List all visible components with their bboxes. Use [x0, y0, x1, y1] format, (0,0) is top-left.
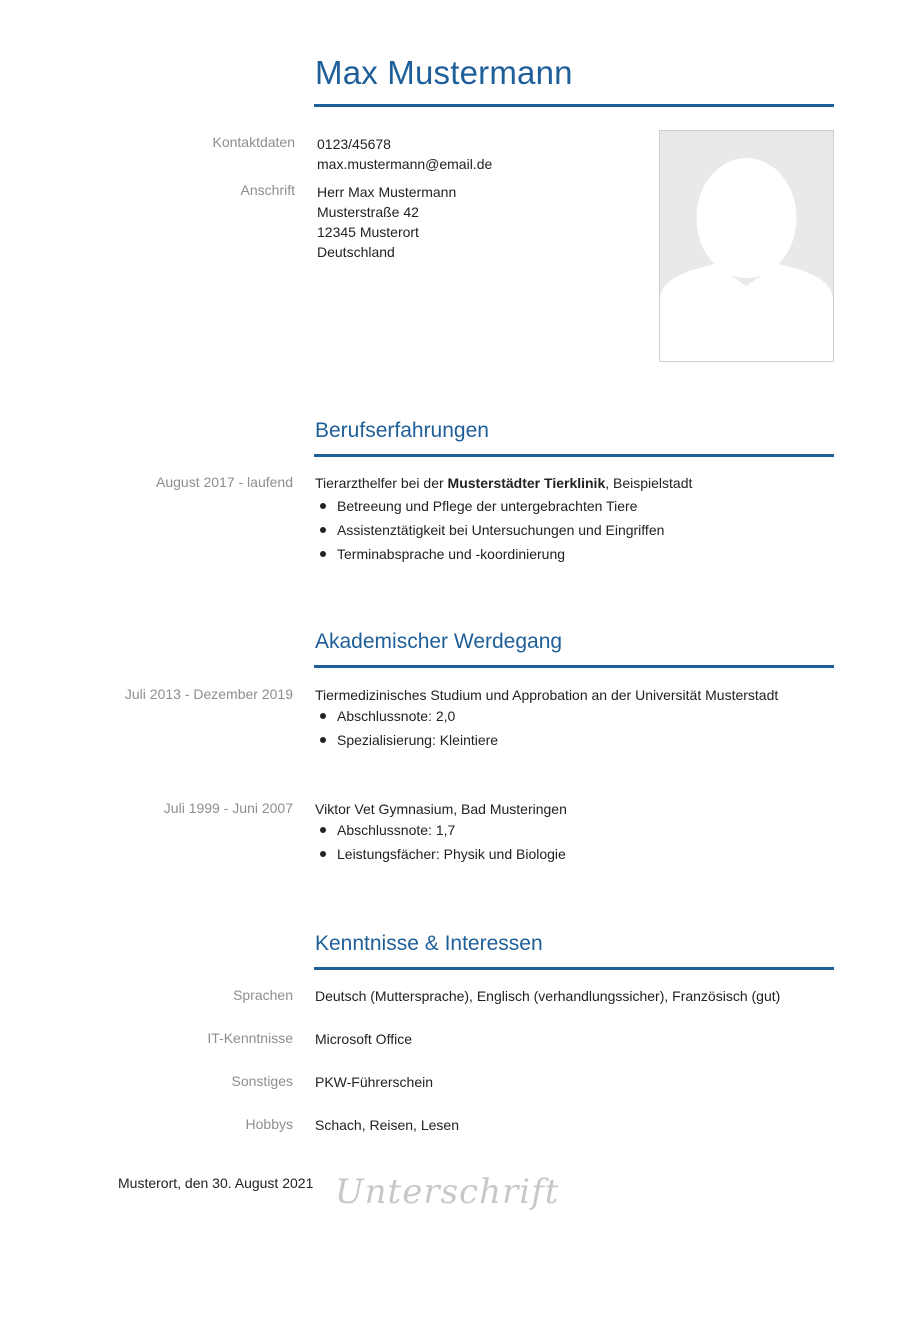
contact-details: [317, 134, 492, 174]
email-address: max.mustermann@email.de: [317, 156, 493, 172]
list-item: Spezialisierung: Kleintiere: [315, 728, 778, 752]
education-date: Juli 1999 - Juni 2007: [163, 800, 293, 816]
skill-label: Hobbys: [245, 1116, 293, 1132]
experience-entry: [315, 473, 692, 566]
title-divider: [314, 104, 834, 107]
list-item: Betreeung und Pflege der untergebrachten Tiere: [315, 494, 692, 518]
education-date: Juli 2013 - Dezember 2019: [124, 686, 293, 702]
employer-name: Musterstädter Tierklinik: [447, 475, 606, 491]
employer-location: , Beispielstadt: [605, 475, 693, 491]
experience-bullets: [315, 494, 692, 566]
address-line: Herr Max Mustermann: [317, 184, 457, 200]
experience-role: [315, 473, 692, 493]
skill-value: Microsoft Office: [315, 1031, 412, 1047]
page-title: Max Mustermann: [315, 54, 573, 91]
section-divider: [314, 454, 834, 457]
profile-photo: [659, 130, 834, 362]
person-silhouette-icon: [660, 131, 833, 361]
education-title: Viktor Vet Gymnasium, Bad Musteringen: [315, 801, 567, 817]
contact-label: Kontaktdaten: [212, 134, 295, 150]
skill-label: Sprachen: [233, 987, 293, 1003]
section-divider: [314, 665, 834, 668]
address-line: 12345 Musterort: [317, 224, 419, 240]
list-item: Terminabsprache und -koordinierung: [315, 542, 692, 566]
skill-value: Deutsch (Muttersprache), Englisch (verhandlungssicher), Französisch (gut): [315, 988, 781, 1004]
experience-date: August 2017 - laufend: [156, 474, 293, 490]
skill-value: PKW-Führerschein: [315, 1074, 434, 1090]
education-title: Tiermedizinisches Studium und Approbation an der Universität Musterstadt: [315, 687, 779, 703]
list-item: Leistungsfächer: Physik und Biologie: [315, 842, 567, 866]
education-bullets: [315, 704, 778, 752]
skill-label: Sonstiges: [231, 1073, 293, 1089]
address-label: Anschrift: [240, 182, 295, 198]
signature: Unterschrift: [335, 1172, 560, 1212]
role-text: Tierarzthelfer bei der: [315, 475, 448, 491]
section-title-education: Akademischer Werdegang: [315, 630, 563, 653]
section-divider: [314, 967, 834, 970]
section-title-experience: Berufserfahrungen: [315, 419, 489, 442]
skill-label: IT-Kenntnisse: [207, 1030, 293, 1046]
list-item: Abschlussnote: 1,7: [315, 818, 567, 842]
phone-number: 0123/45678: [317, 136, 391, 152]
address-block: [317, 182, 456, 262]
section-title-skills: Kenntnisse & Interessen: [315, 932, 543, 955]
address-line: Deutschland: [317, 244, 395, 260]
education-bullets: [315, 818, 567, 866]
education-entry: [315, 685, 778, 752]
skill-value: Schach, Reisen, Lesen: [315, 1117, 459, 1133]
list-item: Abschlussnote: 2,0: [315, 704, 778, 728]
place-date: Musterort, den 30. August 2021: [118, 1175, 314, 1191]
list-item: Assistenztätigkeit bei Untersuchungen und Eingriffen: [315, 518, 692, 542]
education-entry: [315, 799, 567, 866]
address-line: Musterstraße 42: [317, 204, 419, 220]
